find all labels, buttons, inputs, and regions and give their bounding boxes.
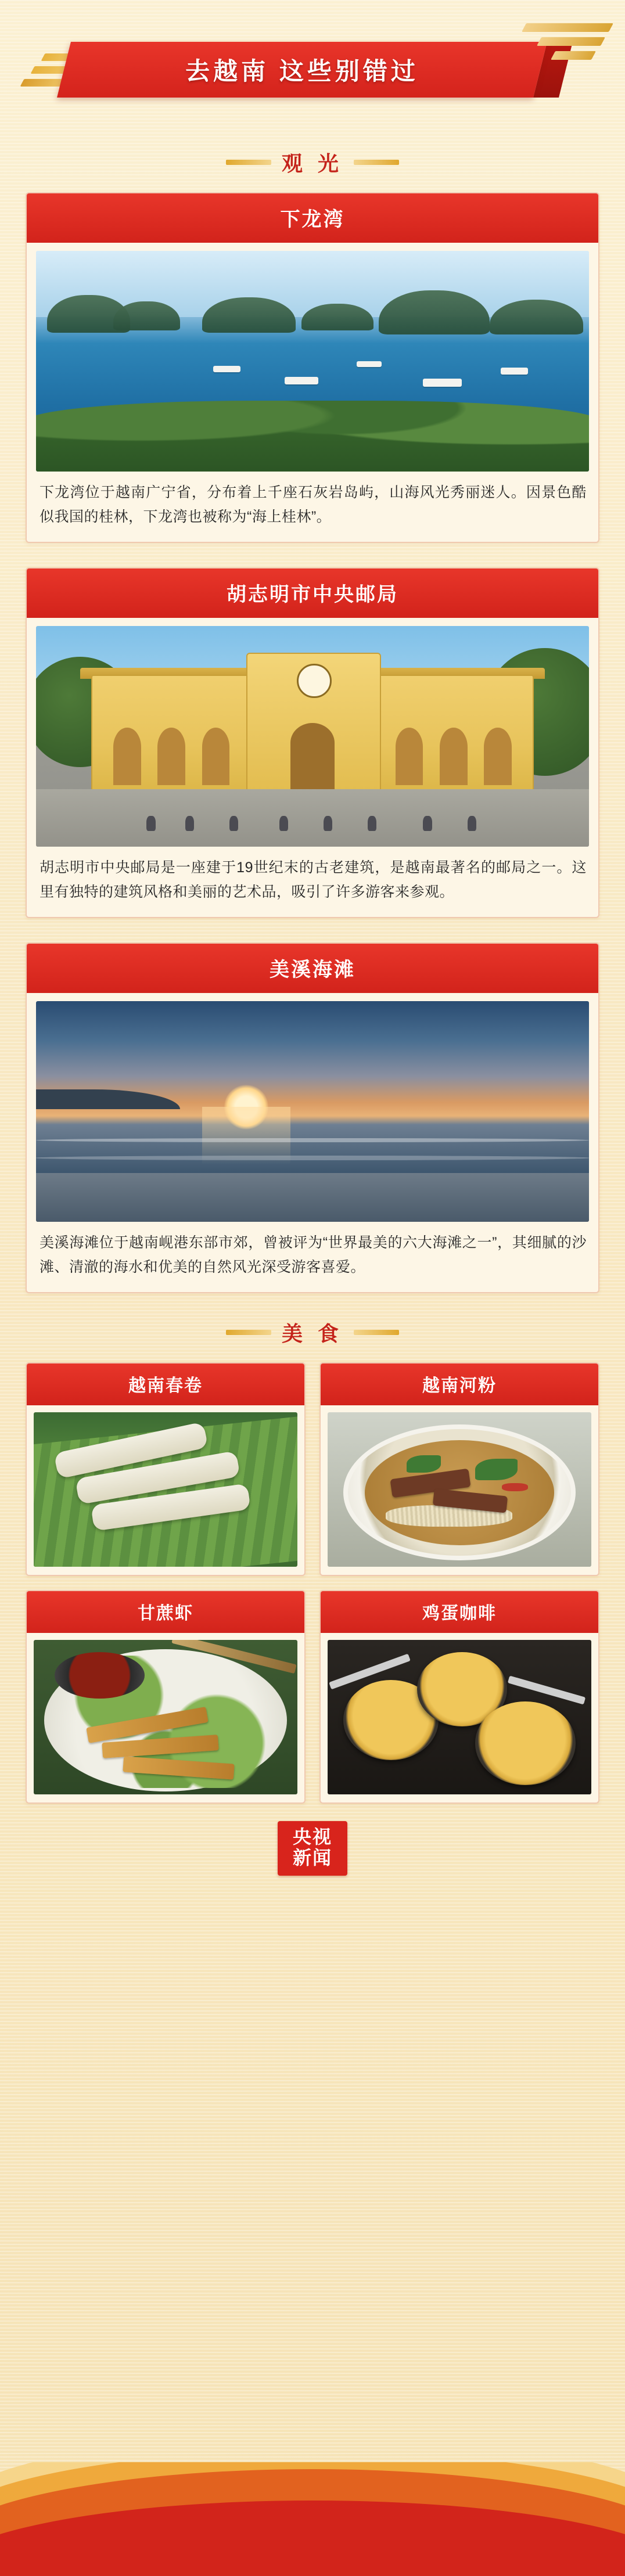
sight-card-title: 胡志明市中央邮局 [27,569,598,618]
sight-card-description: 胡志明市中央邮局是一座建于19世纪末的古老建筑，是越南最著名的邮局之一。这里有独特的建筑风格和美丽的艺术品，吸引了许多游客来参观。 [39,859,587,900]
food-card-title: 甘蔗虾 [27,1591,304,1633]
heading-bar-left [226,160,271,165]
section-title-text: 观 光 [281,152,343,175]
section-heading-sightseeing [0,147,625,177]
logo-container [0,1821,625,1876]
food-grid [26,1362,599,1804]
sight-card-post-office [26,567,599,918]
vietnamese-spring-rolls-photo [34,1412,297,1567]
header-right-stripes-decoration [507,21,611,108]
heading-bar-right [354,160,399,165]
sugarcane-shrimp-photo [34,1640,297,1794]
food-card-title: 鸡蛋咖啡 [321,1591,598,1633]
my-khe-beach-photo [36,1001,589,1222]
food-card-egg-coffee [319,1590,599,1804]
halong-bay-photo [36,251,589,472]
sight-card-description: 美溪海滩位于越南岘港东部市郊，曾被评为“世界最美的六大海滩之一”，其细腻的沙滩、清澈的海水和优美的自然风光深受游客喜爱。 [39,1235,587,1275]
footer-ribbon-decoration [0,2462,625,2576]
food-card-title: 越南春卷 [27,1363,304,1405]
logo-line-2: 新闻 [292,1847,332,1868]
section-title-text: 美 食 [281,1322,343,1345]
page-header [0,0,625,139]
sight-card-title: 美溪海滩 [27,944,598,993]
sight-card-my-khe-beach [26,942,599,1293]
section-heading-food [0,1318,625,1347]
food-card-sugarcane-shrimp [26,1590,306,1804]
vietnamese-pho-photo [328,1412,591,1567]
food-card-pho [319,1362,599,1576]
saigon-central-post-office-photo [36,626,589,847]
food-card-title: 越南河粉 [321,1363,598,1405]
food-card-spring-rolls [26,1362,306,1576]
egg-coffee-photo [328,1640,591,1794]
sight-card-title: 下龙湾 [27,193,598,243]
logo-line-1: 央视 [292,1826,332,1847]
heading-bar-left [226,1330,271,1335]
cctv-news-logo [278,1821,347,1876]
page-title: 去越南 这些别错过 [185,57,419,85]
sight-card-halong-bay [26,192,599,543]
sight-card-description: 下龙湾位于越南广宁省，分布着上千座石灰岩岛屿，山海风光秀丽迷人。因景色酷似我国的桂林，下龙湾也被称为“海上桂林”。 [39,484,587,525]
heading-bar-right [354,1330,399,1335]
